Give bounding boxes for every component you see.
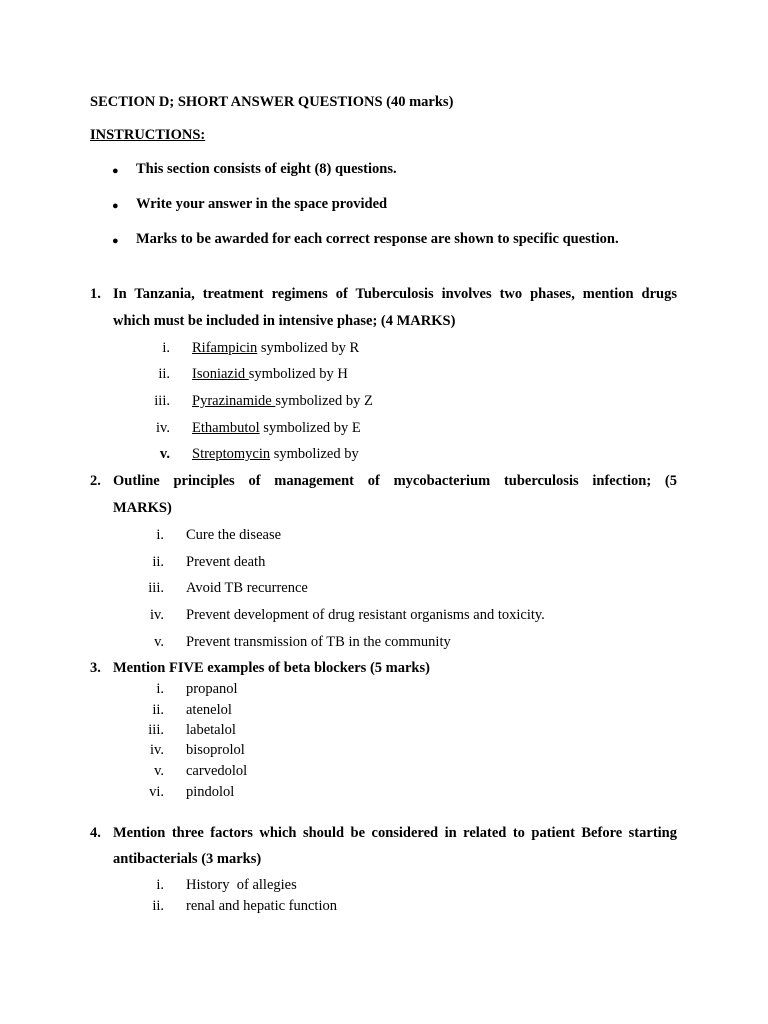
answer-text xyxy=(192,366,348,383)
answer-text: bisoprolol xyxy=(186,742,245,758)
drug-name: Streptomycin xyxy=(192,446,271,462)
answer-number: v. xyxy=(154,763,164,779)
answer-number: ii. xyxy=(152,554,164,570)
drug-name: Pyrazinamide xyxy=(192,393,276,409)
answer-text: carvedolol xyxy=(186,763,248,779)
answer-text: propanol xyxy=(186,681,238,697)
answer-number: iv. xyxy=(150,607,164,623)
question-number: 2. xyxy=(90,473,101,489)
answer-number: v. xyxy=(159,446,170,462)
answer-number: i. xyxy=(156,527,164,543)
drug-symbol: symbolized by Z xyxy=(275,393,373,409)
instructions-heading: INSTRUCTIONS: xyxy=(90,127,206,143)
answer-text: labetalol xyxy=(186,722,236,738)
drug-symbol: symbolized by E xyxy=(259,420,361,436)
answer-number: ii. xyxy=(152,702,164,718)
instruction-item: This section consists of eight (8) questions. xyxy=(136,161,397,177)
answer-text xyxy=(192,446,359,463)
answer-text: History of allegies xyxy=(186,877,297,893)
question-text-line: which must be included in intensive phase; (4 MARKS) xyxy=(113,313,456,329)
bullet-icon: ● xyxy=(112,200,119,212)
answer-number: v. xyxy=(154,634,164,650)
answer-number: iii. xyxy=(154,393,170,409)
answer-text: Prevent transmission of TB in the community xyxy=(186,634,451,650)
instruction-item: Marks to be awarded for each correct response are shown to specific question. xyxy=(136,231,619,247)
question-text-line: Outline principles of management of mycobacterium tuberculosis infection; (5 xyxy=(113,473,677,489)
question-number: 4. xyxy=(90,825,101,841)
question-text-line: In Tanzania, treatment regimens of Tuberculosis involves two phases, mention drugs xyxy=(113,286,677,302)
drug-symbol: symbolized by xyxy=(270,446,359,462)
answer-text: Avoid TB recurrence xyxy=(186,580,308,596)
answer-number: ii. xyxy=(152,898,164,914)
question-number: 1. xyxy=(90,286,101,302)
question-text-line: MARKS) xyxy=(113,500,172,516)
answer-number: ii. xyxy=(158,366,170,382)
answer-text: renal and hepatic function xyxy=(186,898,337,914)
answer-text: Cure the disease xyxy=(186,527,282,543)
answer-number: iv. xyxy=(156,420,170,436)
answer-text: atenelol xyxy=(186,702,232,718)
section-title: SECTION D; SHORT ANSWER QUESTIONS (40 marks) xyxy=(90,94,454,110)
question-number: 3. xyxy=(90,660,101,676)
drug-name: Rifampicin xyxy=(192,340,258,356)
answer-text xyxy=(192,393,373,410)
answer-number: i. xyxy=(156,877,164,893)
answer-text xyxy=(192,420,361,437)
question-text-line: Mention three factors which should be considered in related to patient Before starting xyxy=(113,825,677,841)
answer-text: Prevent development of drug resistant organisms and toxicity. xyxy=(186,607,545,623)
drug-symbol: symbolized by R xyxy=(257,340,360,356)
question-text-line: Mention FIVE examples of beta blockers (5 marks) xyxy=(113,660,430,676)
bullet-icon: ● xyxy=(112,165,119,177)
answer-text: Prevent death xyxy=(186,554,266,570)
bullet-icon: ● xyxy=(112,235,119,247)
drug-symbol: symbolized by H xyxy=(248,366,348,382)
answer-number: iv. xyxy=(150,742,164,758)
answer-number: i. xyxy=(156,681,164,697)
answer-number: vi. xyxy=(149,784,164,800)
answer-number: i. xyxy=(162,340,170,356)
answer-text: pindolol xyxy=(186,784,235,800)
answer-number: iii. xyxy=(148,580,164,596)
drug-name: Isoniazid xyxy=(192,366,249,382)
instruction-item: Write your answer in the space provided xyxy=(136,196,388,212)
answer-number: iii. xyxy=(148,722,164,738)
question-text-line: antibacterials (3 marks) xyxy=(113,851,262,867)
drug-name: Ethambutol xyxy=(192,420,260,436)
answer-text xyxy=(192,340,359,357)
